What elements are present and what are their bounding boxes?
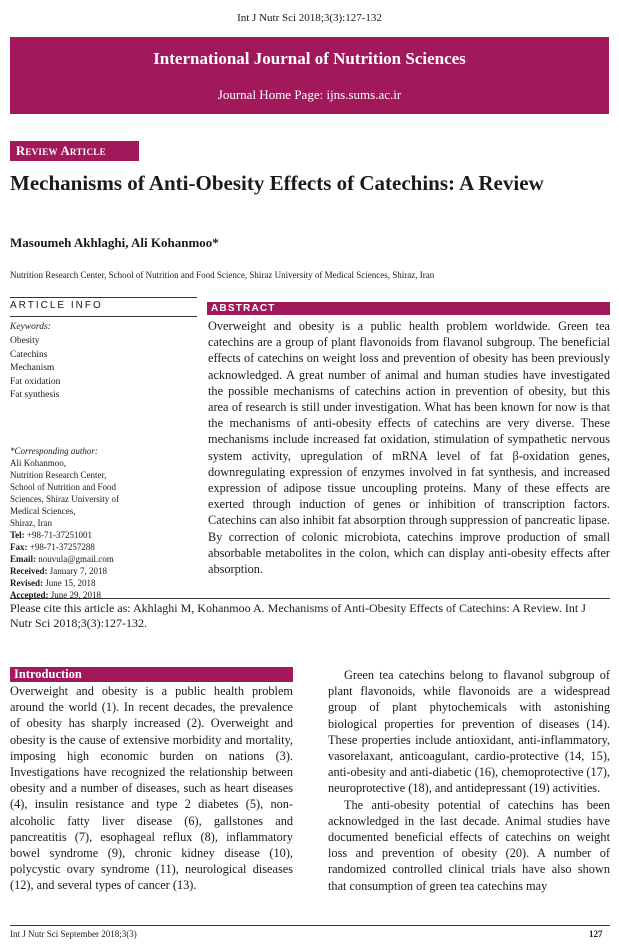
keyword-item: Fat synthesis <box>10 390 60 400</box>
article-info-heading: ARTICLE INFO <box>10 300 103 311</box>
received-line: Received: January 7, 2018 <box>10 566 107 576</box>
corresponding-author-label: *Corresponding author: <box>10 446 98 456</box>
address-line: Nutrition Research Center, <box>10 470 107 480</box>
abstract-heading: ABSTRACT <box>207 302 610 315</box>
article-info-top-rule <box>10 297 197 298</box>
revised-line: Revised: June 15, 2018 <box>10 578 96 588</box>
keyword-item: Mechanism <box>10 363 55 373</box>
journal-home-page: Journal Home Page: ijns.sums.ac.ir <box>217 87 402 102</box>
email-link[interactable]: nouvula@gmail.com <box>38 554 114 564</box>
accepted-line: Accepted: June 29, 2018 <box>10 590 101 600</box>
email-line: Email: nouvula@gmail.com <box>10 554 114 564</box>
body-paragraph: Green tea catechins belong to flavanol subgroup of plant flavonoids, while flavonoids are a widespread group of plant phytochemicals with astonishing biological properties for prevention of diseases (14). These properties include antioxidant, anti-inflammatory, vasorelaxant, anticoagulant, cardio-protective (14, 15), anti-obesity and anti-diabetic (16), chemoprotective (17), neuroprotective (18), and antidepressant (19) activities. <box>328 668 610 796</box>
article-info-bottom-rule <box>10 316 197 317</box>
address-line: Sciences, Shiraz University of <box>10 494 119 504</box>
journal-banner <box>10 37 609 114</box>
address-line: Medical Sciences, <box>10 506 76 516</box>
article-title: Mechanisms of Anti-Obesity Effects of Catechins: A Review <box>10 171 544 195</box>
address-line: Shiraz, Iran <box>10 518 52 528</box>
address-line: School of Nutrition and Food <box>10 482 116 492</box>
tel-line: Tel: +98-71-37251001 <box>10 530 92 540</box>
footer-rule <box>10 925 610 926</box>
running-head: Int J Nutr Sci 2018;3(3):127-132 <box>237 12 382 24</box>
introduction-right-column <box>328 667 610 894</box>
journal-name: International Journal of Nutrition Sciences <box>153 49 466 68</box>
keyword-list <box>10 335 60 403</box>
article-type-badge: Review Article <box>10 141 139 161</box>
footer-journal-issue: Int J Nutr Sci September 2018;3(3) <box>10 929 137 939</box>
keyword-item: Fat oxidation <box>10 376 61 387</box>
abstract-bottom-rule <box>10 598 610 599</box>
corresponding-author-name: Ali Kohanmoo, <box>10 458 66 468</box>
citation-note: Please cite this article as: Akhlaghi M, Kohanmoo A. Mechanisms of Anti-Obesity Effects of Catechins: A Review. Int J Nutr Sci 2018;3(3):127-132. <box>10 601 586 630</box>
body-paragraph: The anti-obesity potential of catechins has been acknowledged in the last decade. Animal studies have documented beneficial effects of catechins on weight loss and prevention of obesity (20). A number of randomized controlled clinical trials have also shown that consumption of green tea catechins may <box>328 797 610 893</box>
author-affiliation: Nutrition Research Center, School of Nutrition and Food Science, Shiraz University of Medical Sciences, Shiraz, Iran <box>10 270 435 280</box>
keyword-item: Catechins <box>10 349 48 360</box>
corresponding-author-block <box>10 445 200 601</box>
keyword-item: Obesity <box>10 336 40 346</box>
keywords-label: Keywords: <box>10 322 51 332</box>
author-list: Masoumeh Akhlaghi, Ali Kohanmoo* <box>10 235 219 250</box>
fax-line: Fax: +98-71-37257288 <box>10 542 95 552</box>
page-number: 127 <box>589 929 603 939</box>
abstract-text: Overweight and obesity is a public health problem worldwide. Green tea catechins are a group of plant flavonoids from flavanol subgroup. The beneficial effects of catechins on weight loss and prevention of obesity has been previously acknowledged. A great number of animal and human studies have investigated the possible mechanisms of catechins action in prevention of obesity, but this area of research is still under investigation. What has been known for now is that the mechanisms of anti-obesity effects of catechins are very diverse. These mechanisms include increased fat oxidation, stimulation of sympathetic nervous system activity, upregulation of mRNA level of fat β-oxidation genes, downregulating expression of enzymes involved in fat synthesis, and increased expression of adipose tissue uncoupling proteins. Many of these effects are exerted through induction of genes or inhibition of transcription factors. Catechins can also inhibit fat absorption through suppression of pancreatic lipase. By correction of colonic microbiota, catechins improve production of small absorbable metabolites in the colon, which can display anti-obesity effects after absorption. <box>208 319 610 577</box>
introduction-paragraph: Overweight and obesity is a public health problem around the world (1). In recent decades, the prevalence of obesity has sharply increased (2). Overweight and obesity is the cause of extensive morbidity and mortality, imposing high economic burden on nations (3). Investigations have recognized the relationship between obesity and a number of diseases, such as heart diseases (4), insulin resistance and type 2 diabetes (5), non-alcoholic fatty liver disease (6), gallstones and pancreatitis (7), esophageal reflux (8), inflammatory bowel syndrome (9), chronic kidney disease (10), polycystic ovary syndrome (11), neurological diseases (12), and several types of cancer (13). <box>10 684 293 893</box>
introduction-heading: Introduction <box>10 667 293 682</box>
